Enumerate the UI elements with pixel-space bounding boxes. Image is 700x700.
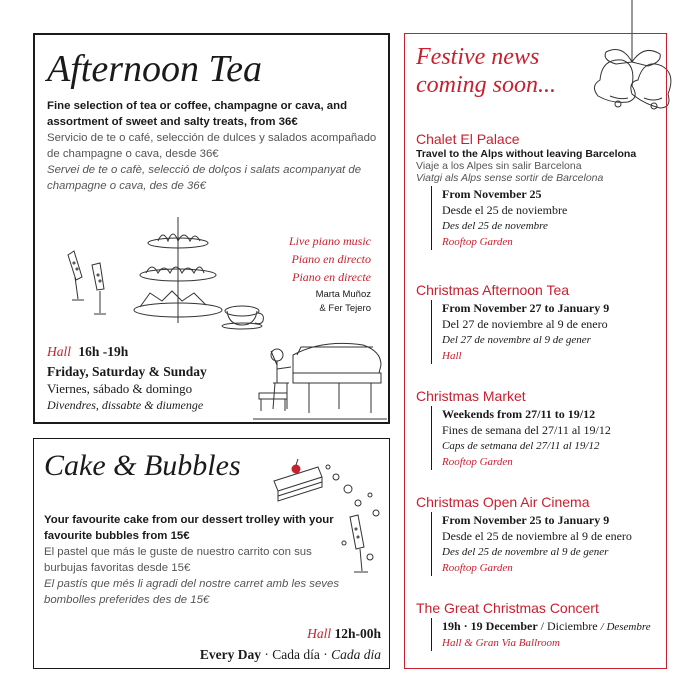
event-date-ca: Des del 25 de novembre al 9 de gener [442,546,609,558]
event-location: Hall [442,350,462,362]
tea-desc-ca: Servei de te o cafè, selecció de dolços i salats acompanyat de champagne o cava, des de 36€ [47,164,362,192]
event-date-ca: Des del 25 de novembre [442,220,548,232]
tea-days-ca: Divendres, dissabte & diumenge [47,398,204,412]
cake-days-es: Cada día [272,647,320,662]
piano-music-es: Piano en directo [291,252,371,266]
piano-music-en: Live piano music [289,234,371,248]
event-location: Rooftop Garden [442,456,513,468]
cake-days-ca: Cada dia [331,647,381,662]
event-detail [431,300,664,364]
event-date-en: Weekends from 27/11 to 19/12 [442,407,596,421]
festive-title-line-2: coming soon... [416,72,556,98]
event-christmas-market [416,388,664,470]
cake-sep-2: · [323,647,328,662]
cake-desc-es: El pastel que más le guste de nuestro carrito con sus burbujas favoritas desde 15€ [44,546,312,574]
event-title: The Great Christmas Concert [416,600,599,616]
tea-desc-es: Servicio de te o café, selección de dulces y salados acompañado de champagne o cava, desde 36€ [47,132,377,160]
event-date-line [442,618,664,635]
afternoon-tea-card [33,33,390,424]
event-great-christmas-concert [416,600,664,651]
event-christmas-open-air-cinema [416,494,664,576]
event-detail [431,186,664,250]
cake-location: Hall [307,626,332,641]
afternoon-tea-hours [47,344,207,413]
event-date-es: Desde el 25 de noviembre al 9 de enero [442,529,632,543]
cake-sep-1: · [264,647,269,662]
cake-bubbles-card [33,438,390,669]
afternoon-tea-description [47,98,387,194]
event-date-en: 19h · 19 December [442,619,538,633]
event-date-ca: / Desembre [600,621,651,633]
festive-title-line-1: Festive news [416,44,540,70]
event-subtitle-ca: Viatgi als Alps sense sortir de Barcelona [416,172,604,184]
event-date-en: From November 25 to January 9 [442,513,610,527]
event-christmas-afternoon-tea [416,282,664,364]
event-title: Chalet El Palace [416,131,520,147]
event-date-ca: Del 27 de novembre al 9 de gener [442,334,591,346]
event-subtitle-es: Viaje a los Alpes sin salir Barcelona [416,160,582,172]
tea-days-es: Viernes, sábado & domingo [47,381,193,396]
event-date-es: Desde el 25 de noviembre [442,203,568,217]
event-date-es: Fines de semana del 27/11 al 19/12 [442,423,611,437]
event-chalet-el-palace [416,131,664,250]
cake-desc-en: Your favourite cake from our dessert trolley with your favourite bubbles from 15€ [44,514,334,542]
cake-bubbles-title: Cake & Bubbles [44,449,241,482]
event-location: Rooftop Garden [442,236,513,248]
event-detail [431,512,664,576]
cake-time: 12h-00h [334,626,381,641]
festive-news-title [416,43,556,99]
cake-desc-ca: El pastís que més li agradi del nostre carret amb les seves bombolles preferides des de 15€ [44,578,340,606]
event-date-es: Del 27 de noviembre al 9 de enero [442,317,608,331]
event-detail [431,406,664,470]
tea-desc-en: Fine selection of tea or coffee, champagne or cava, and assortment of sweet and salty treats, from 36€ [47,100,348,128]
event-title: Christmas Market [416,388,526,404]
tea-location: Hall [47,344,72,359]
piano-illustration [253,315,387,423]
event-date-ca: Caps de setmana del 27/11 al 19/12 [442,440,600,452]
performer-2: & Fer Tejero [319,303,371,314]
event-title: Christmas Afternoon Tea [416,282,570,298]
cake-days-en: Every Day [199,647,261,662]
event-date-es: / Diciembre [540,619,598,633]
performers [316,288,371,316]
event-date-en: From November 25 [442,187,542,201]
event-subtitle-en: Travel to the Alps without leaving Barcelona [416,148,637,160]
festive-news-card [404,33,667,669]
tea-time: 16h -19h [78,344,129,359]
event-title: Christmas Open Air Cinema [416,494,590,510]
event-location: Hall & Gran Via Ballroom [442,637,560,649]
live-piano-music [289,232,371,286]
cake-bubbles-hours [200,623,381,665]
piano-music-ca: Piano en directe [292,270,371,284]
tea-days-en: Friday, Saturday & Sunday [47,364,207,379]
event-date-en: From November 27 to January 9 [442,301,610,315]
event-detail [431,618,664,651]
performer-1: Marta Muñoz [315,289,371,300]
tea-stand-illustration [60,215,270,330]
cake-bubbles-description [44,512,344,608]
afternoon-tea-title: Afternoon Tea [47,48,262,90]
event-location: Rooftop Garden [442,562,513,574]
